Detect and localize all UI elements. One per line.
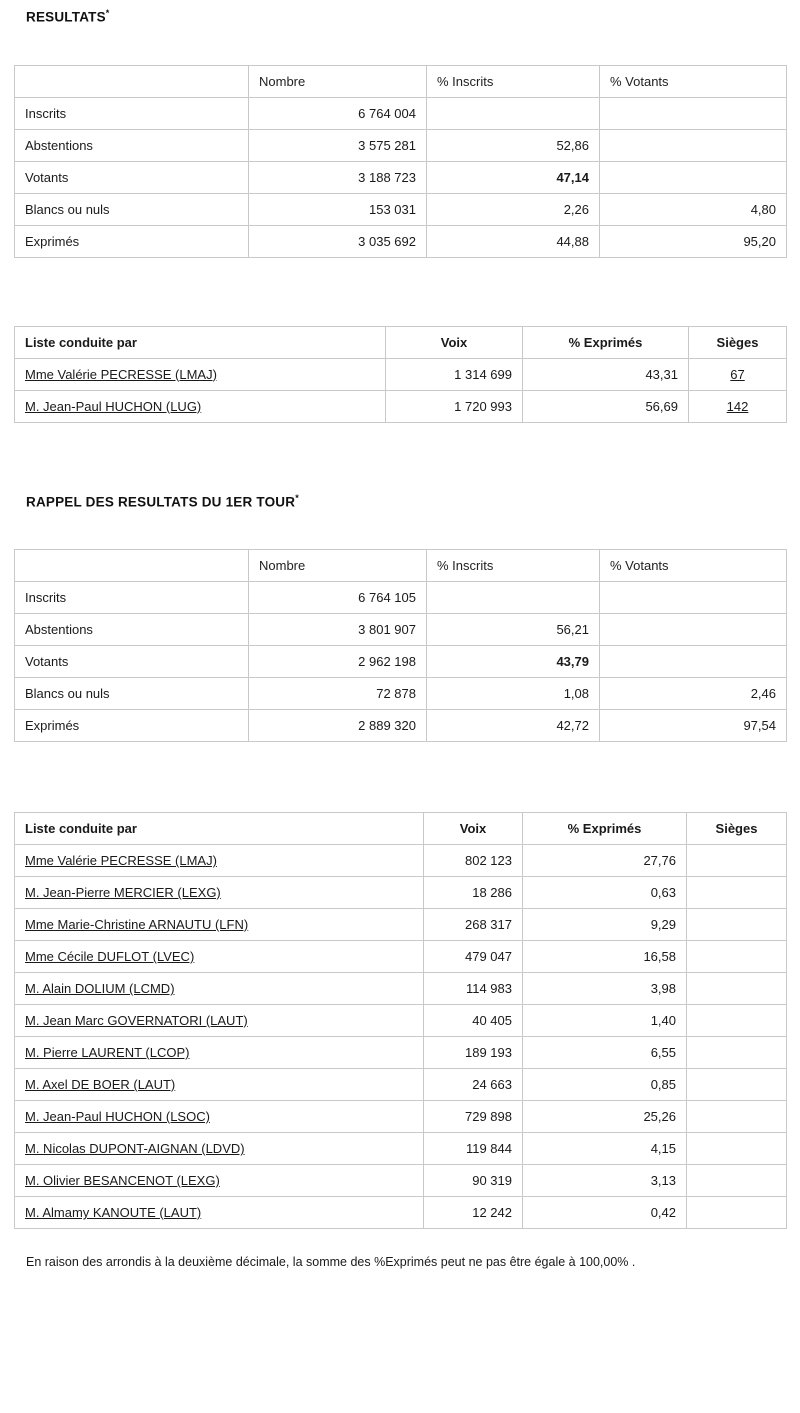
page-title-tour2-text: RESULTATS bbox=[26, 9, 106, 25]
liste-link[interactable]: M. Pierre LAURENT (LCOP) bbox=[25, 1045, 190, 1060]
page-title-tour2 bbox=[26, 8, 786, 25]
col-header-voix: Voix bbox=[424, 813, 523, 845]
col-header-voix: Voix bbox=[386, 326, 523, 358]
stats-table-tour1 bbox=[14, 549, 787, 742]
row-liste bbox=[15, 1037, 424, 1069]
row-liste bbox=[15, 1165, 424, 1197]
row-pct-exprimes: 3,13 bbox=[523, 1165, 687, 1197]
row-label: Exprimés bbox=[15, 225, 249, 257]
row-sieges bbox=[687, 1101, 787, 1133]
row-label: Inscrits bbox=[15, 582, 249, 614]
page-title-tour2-asterisk: * bbox=[105, 8, 110, 18]
liste-link[interactable]: Mme Valérie PECRESSE (LMAJ) bbox=[25, 853, 217, 868]
row-pct-exprimes: 4,15 bbox=[523, 1133, 687, 1165]
row-sieges bbox=[687, 1133, 787, 1165]
row-pct-inscrits: 43,79 bbox=[427, 646, 600, 678]
col-header-pct-exprimes: % Exprimés bbox=[523, 326, 689, 358]
col-header-pct-votants: % Votants bbox=[600, 550, 787, 582]
row-voix: 729 898 bbox=[424, 1101, 523, 1133]
table-row bbox=[15, 710, 787, 742]
row-pct-votants bbox=[600, 129, 787, 161]
row-pct-votants: 4,80 bbox=[600, 193, 787, 225]
col-header-pct-inscrits: % Inscrits bbox=[427, 550, 600, 582]
row-sieges bbox=[687, 1037, 787, 1069]
row-pct-exprimes: 0,85 bbox=[523, 1069, 687, 1101]
row-pct-exprimes: 43,31 bbox=[523, 358, 689, 390]
row-pct-votants bbox=[600, 582, 787, 614]
col-header-pct-inscrits: % Inscrits bbox=[427, 65, 600, 97]
liste-link[interactable]: M. Jean-Pierre MERCIER (LEXG) bbox=[25, 885, 221, 900]
row-label: Blancs ou nuls bbox=[15, 193, 249, 225]
row-pct-inscrits: 42,72 bbox=[427, 710, 600, 742]
row-pct-votants: 97,54 bbox=[600, 710, 787, 742]
row-voix: 1 314 699 bbox=[386, 358, 523, 390]
row-pct-votants bbox=[600, 646, 787, 678]
row-nombre: 3 035 692 bbox=[249, 225, 427, 257]
table-row bbox=[15, 973, 787, 1005]
liste-link[interactable]: M. Alain DOLIUM (LCMD) bbox=[25, 981, 175, 996]
row-voix: 1 720 993 bbox=[386, 390, 523, 422]
table-row bbox=[15, 941, 787, 973]
row-voix: 12 242 bbox=[424, 1197, 523, 1229]
row-label: Votants bbox=[15, 646, 249, 678]
sieges-link[interactable]: 67 bbox=[730, 366, 745, 382]
results-page bbox=[0, 8, 800, 1272]
page-title-tour1-asterisk: * bbox=[295, 492, 299, 503]
row-pct-exprimes: 6,55 bbox=[523, 1037, 687, 1069]
row-liste bbox=[15, 1197, 424, 1229]
table-row bbox=[15, 1069, 787, 1101]
table-row bbox=[15, 646, 787, 678]
row-pct-exprimes: 9,29 bbox=[523, 909, 687, 941]
table-header-row bbox=[15, 65, 787, 97]
table-row bbox=[15, 909, 787, 941]
row-sieges bbox=[687, 1165, 787, 1197]
row-pct-inscrits: 1,08 bbox=[427, 678, 600, 710]
liste-link[interactable]: Mme Marie-Christine ARNAUTU (LFN) bbox=[25, 917, 249, 932]
row-sieges bbox=[687, 1005, 787, 1037]
table-row bbox=[15, 1165, 787, 1197]
row-sieges bbox=[687, 845, 787, 877]
row-voix: 479 047 bbox=[424, 941, 523, 973]
row-pct-exprimes: 25,26 bbox=[523, 1101, 687, 1133]
table-row bbox=[15, 97, 787, 129]
row-label: Abstentions bbox=[15, 129, 249, 161]
row-voix: 119 844 bbox=[424, 1133, 523, 1165]
footnote: En raison des arrondis à la deuxième décimale, la somme des %Exprimés peut ne pas être égale à 100,00% . bbox=[26, 1255, 636, 1269]
col-header-blank bbox=[15, 65, 249, 97]
page-title-tour1 bbox=[26, 493, 786, 510]
liste-link[interactable]: Mme Valérie PECRESSE (LMAJ) bbox=[25, 366, 217, 382]
row-pct-exprimes: 0,42 bbox=[523, 1197, 687, 1229]
row-liste bbox=[15, 845, 424, 877]
liste-link[interactable]: M. Nicolas DUPONT-AIGNAN (LDVD) bbox=[25, 1141, 245, 1156]
col-header-liste: Liste conduite par bbox=[15, 813, 424, 845]
table-header-row bbox=[15, 813, 787, 845]
row-nombre: 2 962 198 bbox=[249, 646, 427, 678]
row-voix: 268 317 bbox=[424, 909, 523, 941]
table-row bbox=[15, 1101, 787, 1133]
row-pct-inscrits: 2,26 bbox=[427, 193, 600, 225]
row-nombre: 72 878 bbox=[249, 678, 427, 710]
row-pct-votants bbox=[600, 97, 787, 129]
row-pct-inscrits: 56,21 bbox=[427, 614, 600, 646]
row-voix: 189 193 bbox=[424, 1037, 523, 1069]
col-header-liste: Liste conduite par bbox=[15, 326, 386, 358]
row-sieges bbox=[687, 877, 787, 909]
row-voix: 90 319 bbox=[424, 1165, 523, 1197]
row-pct-exprimes: 0,63 bbox=[523, 877, 687, 909]
table-row bbox=[15, 877, 787, 909]
row-sieges bbox=[687, 909, 787, 941]
col-header-sieges: Sièges bbox=[689, 326, 787, 358]
row-nombre: 3 575 281 bbox=[249, 129, 427, 161]
liste-link[interactable]: M. Jean-Paul HUCHON (LUG) bbox=[25, 398, 202, 414]
table-header-row bbox=[15, 550, 787, 582]
lists-table-tour1 bbox=[14, 812, 787, 1229]
sieges-link[interactable]: 142 bbox=[726, 398, 749, 414]
row-liste bbox=[15, 941, 424, 973]
row-voix: 24 663 bbox=[424, 1069, 523, 1101]
table-row bbox=[15, 1197, 787, 1229]
row-pct-exprimes: 27,76 bbox=[523, 845, 687, 877]
row-liste bbox=[15, 1005, 424, 1037]
row-liste bbox=[15, 358, 386, 390]
row-nombre: 3 188 723 bbox=[249, 161, 427, 193]
table-row bbox=[15, 614, 787, 646]
table-row bbox=[15, 1005, 787, 1037]
row-pct-votants: 2,46 bbox=[600, 678, 787, 710]
table-row bbox=[15, 129, 787, 161]
col-header-nombre: Nombre bbox=[249, 65, 427, 97]
row-pct-exprimes: 3,98 bbox=[523, 973, 687, 1005]
row-liste bbox=[15, 390, 386, 422]
liste-link[interactable]: Mme Cécile DUFLOT (LVEC) bbox=[25, 949, 195, 964]
row-sieges bbox=[687, 941, 787, 973]
liste-link[interactable]: M. Olivier BESANCENOT (LEXG) bbox=[25, 1173, 220, 1188]
row-liste bbox=[15, 877, 424, 909]
table-row bbox=[15, 225, 787, 257]
row-pct-votants bbox=[600, 161, 787, 193]
row-nombre: 6 764 105 bbox=[249, 582, 427, 614]
row-label: Exprimés bbox=[15, 710, 249, 742]
row-liste bbox=[15, 1069, 424, 1101]
liste-link[interactable]: M. Jean-Paul HUCHON (LSOC) bbox=[25, 1109, 210, 1124]
table-row bbox=[15, 678, 787, 710]
liste-link[interactable]: M. Almamy KANOUTE (LAUT) bbox=[25, 1205, 202, 1220]
table-row bbox=[15, 161, 787, 193]
row-pct-inscrits bbox=[427, 97, 600, 129]
stats-table-tour2 bbox=[14, 65, 787, 258]
row-liste bbox=[15, 1133, 424, 1165]
col-header-pct-votants: % Votants bbox=[600, 65, 787, 97]
row-label: Abstentions bbox=[15, 614, 249, 646]
table-row bbox=[15, 845, 787, 877]
table-row bbox=[15, 582, 787, 614]
lists-table-tour2 bbox=[14, 326, 787, 423]
col-header-nombre: Nombre bbox=[249, 550, 427, 582]
row-nombre: 3 801 907 bbox=[249, 614, 427, 646]
table-row bbox=[15, 358, 787, 390]
col-header-blank bbox=[15, 550, 249, 582]
row-sieges bbox=[689, 358, 787, 390]
liste-link[interactable]: M. Jean Marc GOVERNATORI (LAUT) bbox=[25, 1013, 248, 1028]
row-label: Votants bbox=[15, 161, 249, 193]
row-pct-inscrits: 44,88 bbox=[427, 225, 600, 257]
table-row bbox=[15, 1037, 787, 1069]
row-voix: 114 983 bbox=[424, 973, 523, 1005]
liste-link[interactable]: M. Axel DE BOER (LAUT) bbox=[25, 1077, 176, 1092]
table-row bbox=[15, 1133, 787, 1165]
row-liste bbox=[15, 1101, 424, 1133]
row-voix: 802 123 bbox=[424, 845, 523, 877]
row-pct-exprimes: 16,58 bbox=[523, 941, 687, 973]
table-row bbox=[15, 193, 787, 225]
row-sieges bbox=[687, 1069, 787, 1101]
col-header-sieges: Sièges bbox=[687, 813, 787, 845]
row-label: Blancs ou nuls bbox=[15, 678, 249, 710]
row-pct-inscrits bbox=[427, 582, 600, 614]
page-title-tour1-text: RAPPEL DES RESULTATS DU 1ER TOUR bbox=[26, 494, 296, 509]
row-pct-exprimes: 56,69 bbox=[523, 390, 689, 422]
row-liste bbox=[15, 909, 424, 941]
row-pct-exprimes: 1,40 bbox=[523, 1005, 687, 1037]
row-pct-votants: 95,20 bbox=[600, 225, 787, 257]
row-label: Inscrits bbox=[15, 97, 249, 129]
row-nombre: 2 889 320 bbox=[249, 710, 427, 742]
row-nombre: 153 031 bbox=[249, 193, 427, 225]
row-nombre: 6 764 004 bbox=[249, 97, 427, 129]
row-sieges bbox=[687, 1197, 787, 1229]
row-voix: 40 405 bbox=[424, 1005, 523, 1037]
row-pct-inscrits: 52,86 bbox=[427, 129, 600, 161]
row-sieges bbox=[689, 390, 787, 422]
row-voix: 18 286 bbox=[424, 877, 523, 909]
col-header-pct-exprimes: % Exprimés bbox=[523, 813, 687, 845]
row-pct-inscrits: 47,14 bbox=[427, 161, 600, 193]
row-pct-votants bbox=[600, 614, 787, 646]
row-liste bbox=[15, 973, 424, 1005]
row-sieges bbox=[687, 973, 787, 1005]
table-header-row bbox=[15, 326, 787, 358]
table-row bbox=[15, 390, 787, 422]
